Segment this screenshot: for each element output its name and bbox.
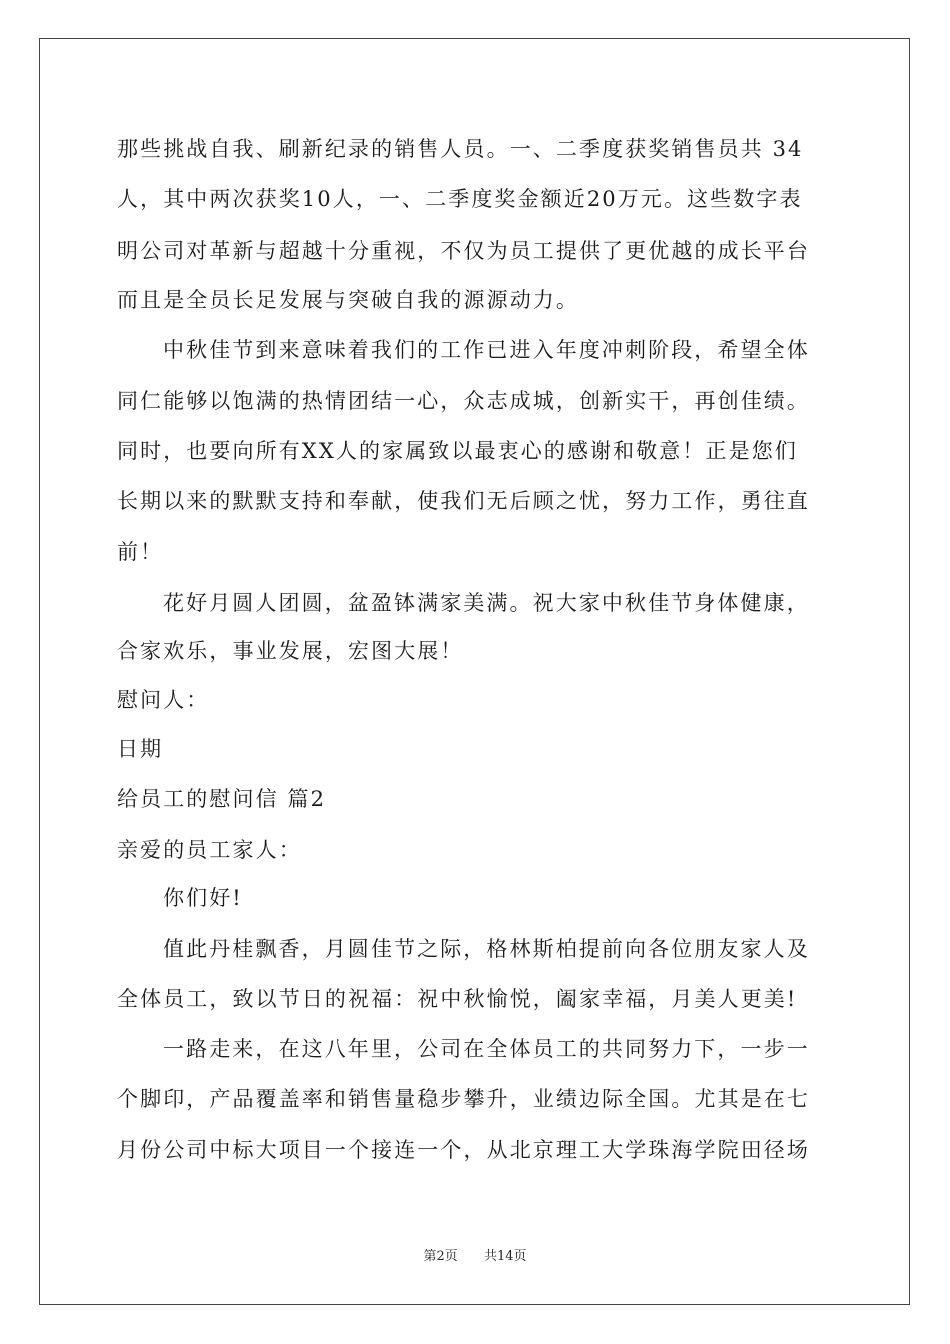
text-line: 那些挑战自我、刷新纪录的销售人员。一、二季度获奖销售员共 34: [117, 137, 804, 161]
page-border: [39, 38, 910, 1305]
page-footer: [0, 1249, 950, 1265]
date-label: 日期: [117, 737, 164, 761]
text-line: 值此丹桂飘香，月圆佳节之际，格林斯柏提前向各位朋友家人及: [163, 937, 810, 961]
text-line: 合家欢乐，事业发展，宏图大展！: [117, 639, 464, 663]
text-line: 同时，也要向所有XX人的家属致以最衷心的感谢和敬意！正是您们: [117, 439, 798, 463]
greeting: 你们好!: [163, 886, 243, 910]
signatory-label: 慰问人：: [117, 688, 210, 712]
text-line: 个脚印，产品覆盖率和销售量稳步攀升，业绩边际全国。尤其是在七: [117, 1087, 810, 1111]
text-line: 一路走来，在这八年里，公司在全体员工的共同努力下，一步一: [163, 1037, 810, 1061]
text-line: 前！: [117, 540, 164, 564]
page-total: 共14页: [484, 1249, 527, 1264]
text-line: 全体员工，致以节日的祝福：祝中秋愉悦，阖家幸福，月美人更美!: [117, 987, 798, 1011]
page-number: 第2页: [423, 1249, 458, 1264]
text-line: 花好月圆人团圆，盆盈钵满家美满。祝大家中秋佳节身体健康，: [163, 591, 810, 615]
text-line: 长期以来的默默支持和奉献，使我们无后顾之忧，努力工作，勇往直: [117, 489, 810, 513]
text-line: 月份公司中标大项目一个接连一个，从北京理工大学珠海学院田径场: [117, 1138, 810, 1162]
text-line: 人，其中两次获奖10人，一、二季度奖金额近20万元。这些数字表: [117, 187, 803, 211]
salutation: 亲爱的员工家人：: [117, 838, 302, 862]
text-line: 明公司对革新与超越十分重视，不仅为员工提供了更优越的成长平台: [117, 239, 810, 263]
section-heading: 给员工的慰问信 篇2: [117, 787, 327, 811]
text-line: 同仁能够以饱满的热情团结一心，众志成城，创新实干，再创佳绩。: [117, 389, 810, 413]
text-line: 而且是全员长足发展与突破自我的源源动力。: [117, 288, 579, 312]
text-line: 中秋佳节到来意味着我们的工作已进入年度冲刺阶段，希望全体: [163, 338, 810, 362]
